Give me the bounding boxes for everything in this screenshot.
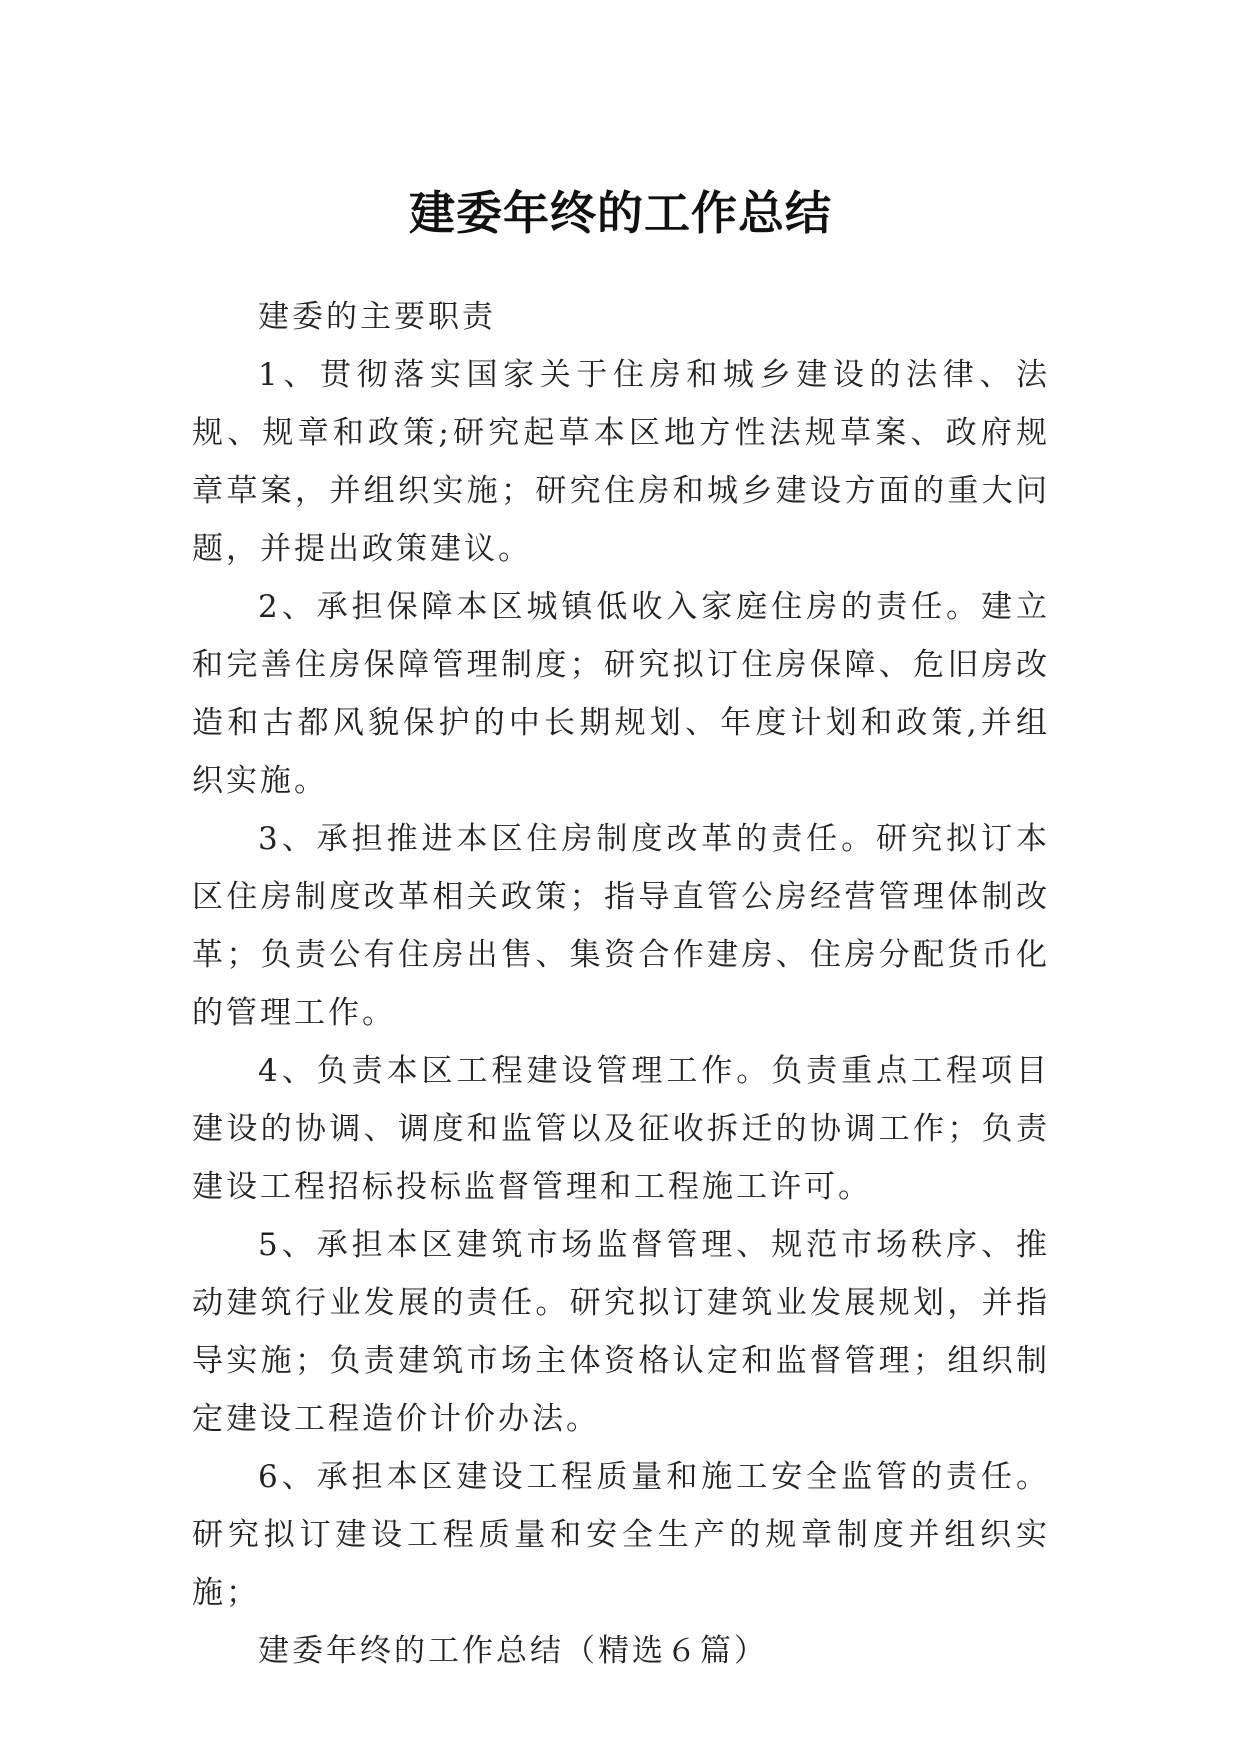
paragraph-section-heading: 建委年终的工作总结（精选６篇） [258,1633,768,1669]
paragraph-item-5: 5、承担本区建筑市场监督管理、规范市场秩序、推动建筑行业发展的责任。研究拟订建筑业发展规划，并指导实施；负责建筑市场主体资格认定和监督管理；组织制定建设工程造价计价办法。 [192,1227,1050,1437]
paragraph-item-2: 2、承担保障本区城镇低收入家庭住房的责任。建立和完善住房保障管理制度；研究拟订住房保障、危旧房改造和古都风貌保护的中长期规划、年度计划和政策,并组织实施。 [192,589,1050,799]
paragraph-item-1: 1、贯彻落实国家关于住房和城乡建设的法律、法规、规章和政策;研究起草本区地方性法规草案、政府规章草案，并组织实施；研究住房和城乡建设方面的重大问题，并提出政策建议。 [192,357,1050,567]
paragraph-item-3: 3、承担推进本区住房制度改革的责任。研究拟订本区住房制度改革相关政策；指导直管公房经营管理体制改革；负责公有住房出售、集资合作建房、住房分配货币化的管理工作。 [192,821,1050,1031]
document-body [192,288,1050,1680]
paragraph-duties-heading: 建委的主要职责 [258,299,496,335]
paragraph-item-4: 4、负责本区工程建设管理工作。负责重点工程项目建设的协调、调度和监管以及征收拆迁的协调工作；负责建设工程招标投标监督管理和工程施工许可。 [192,1053,1050,1205]
paragraph-item-6: 6、承担本区建设工程质量和施工安全监管的责任。研究拟订建设工程质量和安全生产的规章制度并组织实施； [192,1459,1050,1611]
document-title: 建委年终的工作总结 [409,185,832,240]
